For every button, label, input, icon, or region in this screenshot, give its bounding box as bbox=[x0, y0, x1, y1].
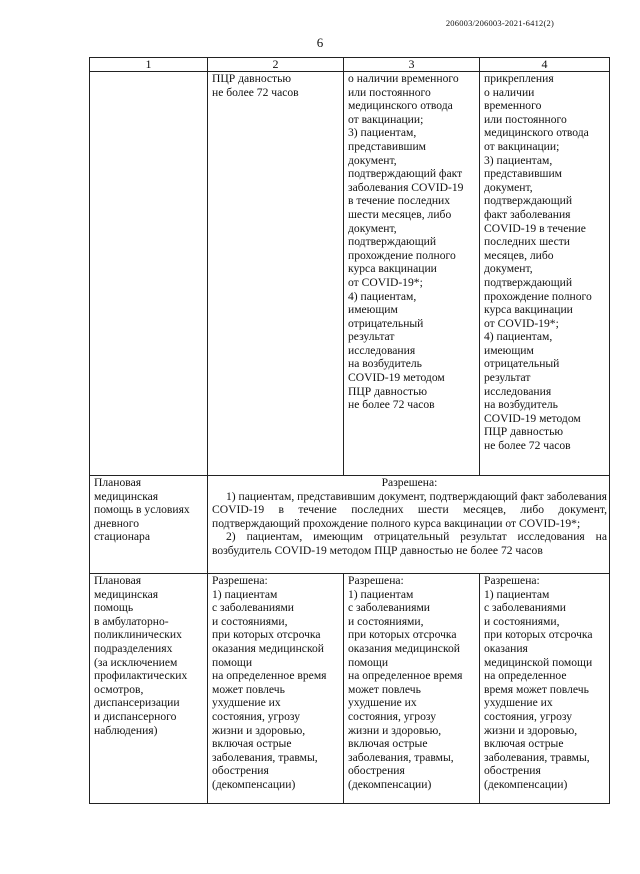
cell-line: жизни и здоровью, bbox=[212, 723, 306, 737]
cell-line: заболевания, травмы, bbox=[348, 750, 454, 764]
cell-line: включая острые bbox=[348, 737, 428, 751]
cell-line: не более 72 часов bbox=[212, 85, 299, 99]
cell-line: и диспансерного bbox=[94, 709, 177, 723]
column-number-row bbox=[90, 58, 610, 72]
outpatient-row bbox=[90, 574, 610, 804]
cell-line: документ, bbox=[484, 180, 533, 194]
document-id: 206003/206003-2021-6412(2) bbox=[445, 18, 554, 28]
cell-line: прохождение полного bbox=[348, 248, 456, 262]
cell-line: от COVID-19*; bbox=[484, 316, 559, 330]
cell-line: COVID-19 методом bbox=[484, 411, 581, 425]
cell-line: жизни и здоровью, bbox=[484, 723, 578, 737]
cell-line: и состояниями, bbox=[348, 614, 424, 628]
cell-condition-col4 bbox=[480, 574, 610, 804]
condition-paragraph: 1) пациентам, представившим документ, подтверждающий факт заболевания COVID-19 в течение последних шести месяцев, либо документ, подтверждающий прохождение полного курса вакцинации от COVID-19*; bbox=[212, 489, 607, 530]
cell-line: может повлечь bbox=[348, 682, 421, 696]
cell-line: 4) пациентам, bbox=[484, 330, 553, 344]
cell-line: от вакцинации; bbox=[484, 139, 560, 153]
cell-line: на определенное время bbox=[212, 669, 327, 683]
cell-line: при которых отсрочка bbox=[484, 628, 593, 642]
cell-line: документ, bbox=[484, 262, 533, 276]
cell-line: с заболеваниями bbox=[212, 601, 294, 615]
cell-condition-col3 bbox=[344, 574, 480, 804]
cell-line: Разрешена: bbox=[212, 574, 268, 587]
cell-line: ухудшение их bbox=[348, 696, 417, 710]
cell-line: заболевания, травмы, bbox=[212, 750, 318, 764]
cell-line: оказания медицинской bbox=[212, 641, 325, 655]
cell-line: о наличии bbox=[484, 85, 535, 99]
cell-line: 1) пациентам bbox=[484, 587, 550, 601]
cell-line: результат bbox=[484, 371, 531, 385]
cell-line: ухудшение их bbox=[212, 696, 281, 710]
cell-line: прохождение полного bbox=[484, 289, 592, 303]
column-number: 4 bbox=[480, 58, 610, 72]
cell-line: COVID-19 методом bbox=[348, 371, 445, 385]
allowed-heading: Разрешена: bbox=[381, 476, 438, 489]
cell-line: Плановая bbox=[94, 476, 142, 489]
column-number: 3 bbox=[344, 58, 480, 72]
cell-line: диспансеризации bbox=[94, 696, 180, 710]
cell-line: представившим bbox=[484, 167, 563, 181]
cell-line: медицинского отвода bbox=[348, 99, 453, 113]
cell-condition-col3 bbox=[344, 72, 480, 476]
cell-line: шести месяцев, либо bbox=[348, 207, 452, 221]
cell-line: ПЦР давностью bbox=[348, 384, 428, 398]
cell-line: имеющим bbox=[484, 343, 534, 357]
cell-line: на возбудитель bbox=[484, 398, 558, 412]
cell-line: ПЦР давностью bbox=[212, 72, 292, 85]
cell-line: не более 72 часов bbox=[348, 398, 435, 412]
cell-line: или постоянного bbox=[348, 85, 431, 99]
cell-line: подтверждающий bbox=[484, 275, 573, 289]
cell-line: дневного bbox=[94, 516, 139, 530]
cell-line: подразделениях bbox=[94, 641, 173, 655]
cell-line: заболевания, травмы, bbox=[484, 750, 590, 764]
cell-line: документ, bbox=[348, 153, 397, 167]
continued-row bbox=[90, 72, 610, 476]
cell-line: включая острые bbox=[212, 737, 292, 751]
cell-line: или постоянного bbox=[484, 112, 567, 126]
cell-line: о наличии временного bbox=[348, 72, 459, 85]
cell-line: при которых отсрочка bbox=[212, 628, 321, 642]
cell-condition-col4 bbox=[480, 72, 610, 476]
cell-line: имеющим bbox=[348, 303, 398, 317]
cell-line: медицинской помощи bbox=[484, 655, 593, 669]
cell-line: не более 72 часов bbox=[484, 439, 571, 453]
cell-line: оказания bbox=[484, 641, 528, 655]
column-number: 2 bbox=[208, 58, 344, 72]
cell-line: с заболеваниями bbox=[484, 601, 566, 615]
cell-care-type bbox=[90, 574, 208, 804]
cell-line: состояния, угрозу bbox=[212, 709, 301, 723]
cell-line: помощи bbox=[348, 655, 389, 669]
cell-line: (декомпенсации) bbox=[484, 777, 568, 791]
cell-line: (декомпенсации) bbox=[212, 777, 296, 791]
cell-line: временного bbox=[484, 99, 542, 113]
cell-line: курса вакцинации bbox=[484, 303, 573, 317]
cell-line: осмотров, bbox=[94, 682, 144, 696]
cell-line: на определенное bbox=[484, 669, 567, 683]
cell-line: время может повлечь bbox=[484, 682, 589, 696]
cell-line: ухудшение их bbox=[484, 696, 553, 710]
cell-line: поликлинических bbox=[94, 628, 182, 642]
cell-line: подтверждающий bbox=[348, 235, 437, 249]
cell-line: COVID-19 в течение bbox=[484, 221, 586, 235]
cell-line: месяцев, либо bbox=[484, 248, 554, 262]
cell-line: подтверждающий факт bbox=[348, 167, 463, 181]
cell-line: обострения bbox=[484, 764, 541, 778]
cell-condition-col2 bbox=[208, 574, 344, 804]
cell-line: 1) пациентам bbox=[348, 587, 414, 601]
cell-line: прикрепления bbox=[484, 72, 554, 85]
cell-line: Разрешена: bbox=[348, 574, 404, 587]
cell-line: наблюдения) bbox=[94, 723, 158, 737]
regulation-table bbox=[89, 57, 610, 804]
cell-line: помощь bbox=[94, 601, 134, 615]
cell-line: от COVID-19*; bbox=[348, 275, 423, 289]
cell-condition-col2 bbox=[208, 72, 344, 476]
cell-line: исследования bbox=[484, 384, 552, 398]
cell-line: и состояниями, bbox=[212, 614, 288, 628]
cell-line: в течение последних bbox=[348, 194, 451, 208]
cell-line: помощи bbox=[212, 655, 253, 669]
cell-line: заболевания COVID-19 bbox=[348, 180, 464, 194]
cell-line: результат bbox=[348, 330, 395, 344]
cell-line: состояния, угрозу bbox=[348, 709, 437, 723]
cell-line: последних шести bbox=[484, 235, 570, 249]
page-number: 6 bbox=[316, 35, 324, 50]
cell-care-type bbox=[90, 476, 208, 574]
cell-line: обострения bbox=[348, 764, 405, 778]
cell-line: Разрешена: bbox=[484, 574, 540, 587]
cell-line: обострения bbox=[212, 764, 269, 778]
condition-paragraph: 2) пациентам, имеющим отрицательный результат исследования на возбудитель COVID-19 методом ПЦР давностью не более 72 часов bbox=[212, 530, 607, 557]
cell-line: документ, bbox=[348, 221, 397, 235]
cell-line: и состояниями, bbox=[484, 614, 560, 628]
cell-line: медицинская bbox=[94, 587, 159, 601]
cell-line: Плановая bbox=[94, 574, 142, 587]
cell-line: медицинская bbox=[94, 489, 159, 503]
cell-line: подтверждающий bbox=[484, 194, 573, 208]
cell-line: от вакцинации; bbox=[348, 112, 424, 126]
cell-merged-conditions bbox=[208, 476, 610, 574]
cell-line: ПЦР давностью bbox=[484, 425, 564, 439]
cell-line: курса вакцинации bbox=[348, 262, 437, 276]
cell-line: 3) пациентам, bbox=[348, 126, 417, 140]
cell-line: с заболеваниями bbox=[348, 601, 430, 615]
cell-care-type bbox=[90, 72, 208, 476]
cell-line: профилактических bbox=[94, 669, 188, 683]
cell-line: стационара bbox=[94, 530, 150, 544]
cell-line: отрицательный bbox=[484, 357, 560, 371]
cell-line: оказания медицинской bbox=[348, 641, 461, 655]
cell-line: исследования bbox=[348, 343, 416, 357]
cell-line: 3) пациентам, bbox=[484, 153, 553, 167]
cell-line: включая острые bbox=[484, 737, 564, 751]
cell-line: факт заболевания bbox=[484, 207, 571, 221]
cell-line: отрицательный bbox=[348, 316, 424, 330]
cell-line: представившим bbox=[348, 139, 427, 153]
cell-line: на возбудитель bbox=[348, 357, 422, 371]
column-number: 1 bbox=[90, 58, 208, 72]
cell-line: жизни и здоровью, bbox=[348, 723, 442, 737]
day-hospital-row bbox=[90, 476, 610, 574]
cell-line: 4) пациентам, bbox=[348, 289, 417, 303]
cell-line: (декомпенсации) bbox=[348, 777, 432, 791]
cell-line: состояния, угрозу bbox=[484, 709, 573, 723]
cell-line: при которых отсрочка bbox=[348, 628, 457, 642]
cell-line: на определенное время bbox=[348, 669, 463, 683]
cell-line: в амбулаторно- bbox=[94, 614, 169, 628]
cell-line: 1) пациентам bbox=[212, 587, 278, 601]
cell-line: медицинского отвода bbox=[484, 126, 589, 140]
cell-line: может повлечь bbox=[212, 682, 285, 696]
cell-line: помощь в условиях bbox=[94, 503, 190, 517]
cell-line: (за исключением bbox=[94, 655, 178, 669]
